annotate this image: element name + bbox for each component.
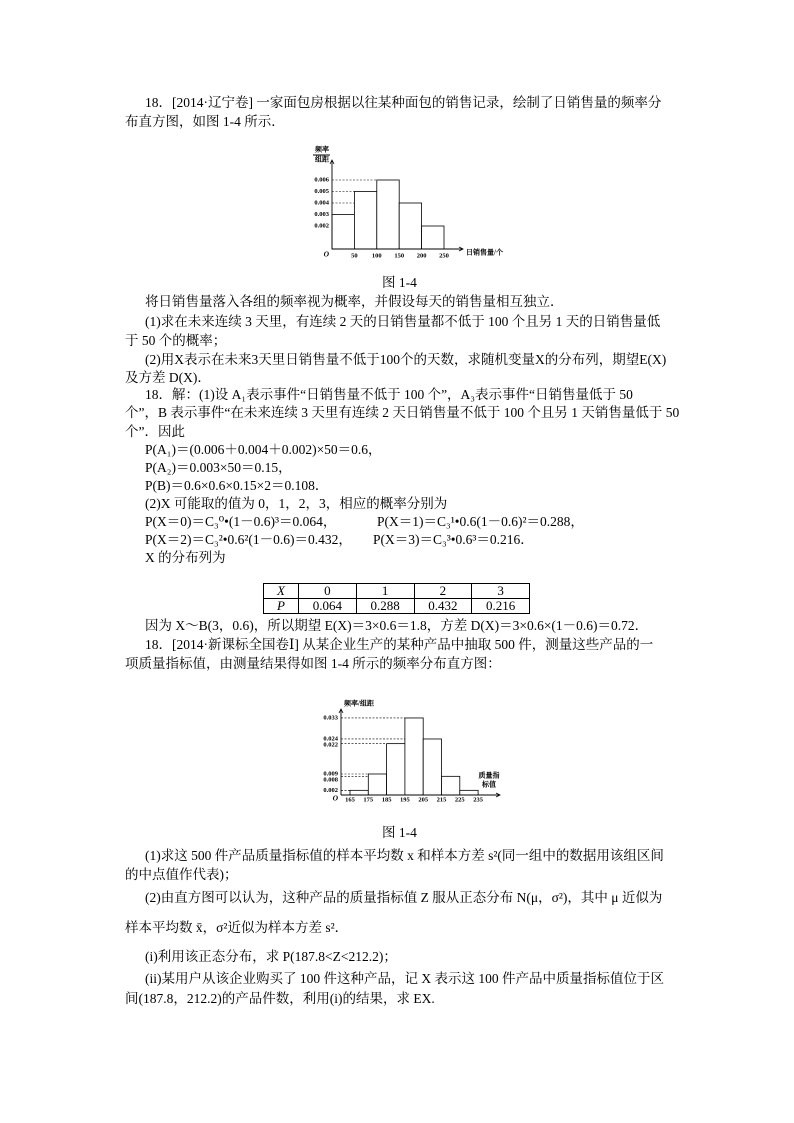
table-row [264, 599, 530, 614]
solution-1-part-2-intro: (2)X 可能取的值为 0，1，2，3，相应的概率分别为 [145, 496, 448, 511]
y-axis-label-numerator: 频率 [315, 145, 329, 154]
y-tick-label: 0.005 [314, 187, 329, 195]
y-tick-label: 0.022 [323, 741, 338, 749]
y-tick-label: 0.024 [323, 735, 338, 743]
x-tick-label: 175 [363, 796, 374, 804]
y-tick-label: 0.002 [323, 786, 338, 794]
table-cell: 3 [472, 584, 530, 599]
histogram-bar [368, 774, 386, 795]
table-row [264, 584, 530, 599]
histogram-bar [405, 718, 423, 795]
problem-2-question-2-line: 样本平均数 x̄，σ²近似为样本方差 s²． [125, 920, 349, 935]
histogram-bar [442, 776, 460, 795]
x-tick-label: 100 [371, 252, 382, 260]
histogram-bar [350, 790, 368, 795]
solution-1-formula-p-a1: P(A₁)＝(0.006＋0.004＋0.002)×50＝0.6， [145, 442, 382, 457]
y-tick-label: 0.004 [314, 199, 329, 207]
y-axis-label-denominator: 组距 [315, 155, 329, 164]
problem-2-statement-line: 项质量指标值，由测量结果得如图 1-4 所示的频率分布直方图： [125, 656, 501, 671]
problem-2-sub-question-ii-line: 间(187.8，212.2)的产品件数，利用(i)的结果，求 EX. [125, 991, 435, 1006]
table-cell: 0.432 [414, 599, 472, 614]
x-tick-label: 150 [394, 252, 405, 260]
x-tick-label: 235 [473, 796, 483, 804]
solution-1-probability: P(X＝1)＝C₃¹•0.6(1－0.6)²＝0.288， [377, 514, 584, 529]
problem-1-statement-line: 布直方图，如图 1-4 所示． [125, 114, 285, 129]
x-tick-label: 205 [418, 796, 429, 804]
origin-label: O [332, 793, 338, 803]
x-tick-label: 200 [416, 252, 427, 260]
histogram-bar [422, 226, 444, 249]
problem-1-statement-line: 18．[2014·辽宁卷] 一家面包房根据以往某种面包的销售记录，绘制了日销售量的频率分 [145, 95, 662, 110]
solution-1-probability: P(X＝0)＝C₃⁰•(1－0.6)³＝0.064， [145, 514, 337, 529]
x-tick-label: 250 [439, 252, 449, 260]
origin-label: O [323, 249, 329, 259]
y-tick-label: 0.006 [314, 176, 329, 184]
quality-index-histogram [300, 695, 515, 810]
x-axis-label-line: 标值 [482, 780, 496, 789]
problem-2-statement-line: 18．[2014·新课标全国卷Ⅰ] 从某企业生产的某种产品中抽取 500 件，测量这些产品的一 [145, 637, 654, 652]
problem-1-question-1-line: 于 50 个的概率； [125, 333, 227, 348]
solution-1-formula-p-b: P(B)＝0.6×0.6×0.15×2＝0.108． [145, 478, 329, 493]
figure-caption: 图 1-4 [382, 275, 417, 290]
problem-2-sub-question-ii-line: (ii)某用户从该企业购买了 100 件这种产品，记 X 表示这 100 件产品中质量指标值位于区 [145, 971, 664, 986]
solution-1-conclusion: 因为 X～B(3，0.6)，所以期望 E(X)＝3×0.6＝1.8，方差 D(X)＝3×0.6×(1－0.6)＝0.72． [145, 618, 649, 633]
y-tick-label: 0.008 [323, 776, 338, 784]
table-cell: 2 [414, 584, 472, 599]
x-tick-label: 195 [400, 796, 410, 804]
histogram-bar [460, 790, 478, 795]
solution-1-setup-line: 个”．因此 [125, 424, 185, 439]
table-cell: 0.288 [356, 599, 414, 614]
table-cell: 0.216 [472, 599, 530, 614]
y-tick-label: 0.003 [314, 210, 329, 218]
histogram-bar [399, 203, 421, 249]
histogram-bar [377, 180, 399, 249]
problem-1-question-2-line: 及方差 D(X)． [125, 370, 211, 385]
solution-1-setup-line: 个”，B 表示事件“在未来连续 3 天里有连续 2 天日销售量不低于 100 个且另 1 天销售量低于 50 [125, 405, 680, 420]
distribution-table [263, 583, 530, 614]
histogram-bar [423, 739, 441, 795]
solution-1-probability: P(X＝2)＝C₃²•0.6²(1－0.6)＝0.432， [145, 532, 352, 547]
x-tick-label: 225 [454, 796, 465, 804]
problem-2-question-1-line: (1)求这 500 件产品质量指标值的样本平均数 x 和样本方差 s²(同一组中的数据用该组区间 [145, 848, 664, 863]
table-cell: 1 [356, 584, 414, 599]
histogram-bar [354, 192, 376, 250]
table-cell: P [264, 599, 299, 614]
solution-1-probability: P(X＝3)＝C₃³•0.6³＝0.216． [373, 532, 534, 547]
y-tick-label: 0.033 [323, 714, 338, 722]
table-cell: 0.064 [299, 599, 357, 614]
y-axis-label: 频率/组距 [344, 699, 374, 708]
figure-caption: 图 1-4 [382, 825, 417, 840]
y-tick-label: 0.002 [314, 222, 329, 230]
solution-1-formula-p-a2: P(A₂)＝0.003×50＝0.15， [145, 460, 292, 475]
histogram-bar [332, 215, 354, 250]
solution-1-setup-line: 18．解：(1)设 A₁表示事件“日销售量不低于 100 个”，A₃表示事件“日销售量低于 50 [145, 387, 633, 402]
x-axis-label: 日销售量/个 [466, 248, 503, 257]
x-tick-label: 215 [436, 796, 447, 804]
problem-1-question-2-line: (2)用X表示在未来3天里日销售量不低于100个的天数，求随机变量X的分布列，期望E(X) [145, 352, 667, 367]
problem-2-question-2-line: (2)由直方图可以认为，这种产品的质量指标值 Z 服从正态分布 N(μ，σ²)，其中 μ 近似为 [145, 890, 663, 905]
problem-2-question-1-line: 的中点值作代表)； [125, 867, 238, 882]
daily-sales-histogram [300, 140, 530, 265]
problem-1-assumption: 将日销售量落入各组的频率视为概率，并假设每天的销售量相互独立． [145, 294, 564, 309]
table-cell: X [264, 584, 299, 599]
problem-2-sub-question-i: (i)利用该正态分布，求 P(187.8<Z<212.2)； [145, 949, 397, 964]
problem-1-question-1-line: (1)求在未来连续 3 天里，有连续 2 天的日销售量都不低于 100 个且另 1 天的日销售量低 [145, 314, 661, 329]
table-cell: 0 [299, 584, 357, 599]
histogram-bar [387, 744, 405, 795]
x-axis-label-line: 质量指 [478, 771, 500, 780]
y-tick-label: 0.009 [323, 770, 338, 778]
x-tick-label: 50 [351, 252, 358, 260]
x-tick-label: 165 [345, 796, 355, 804]
x-tick-label: 185 [381, 796, 392, 804]
solution-1-table-intro: X 的分布列为 [145, 550, 226, 565]
